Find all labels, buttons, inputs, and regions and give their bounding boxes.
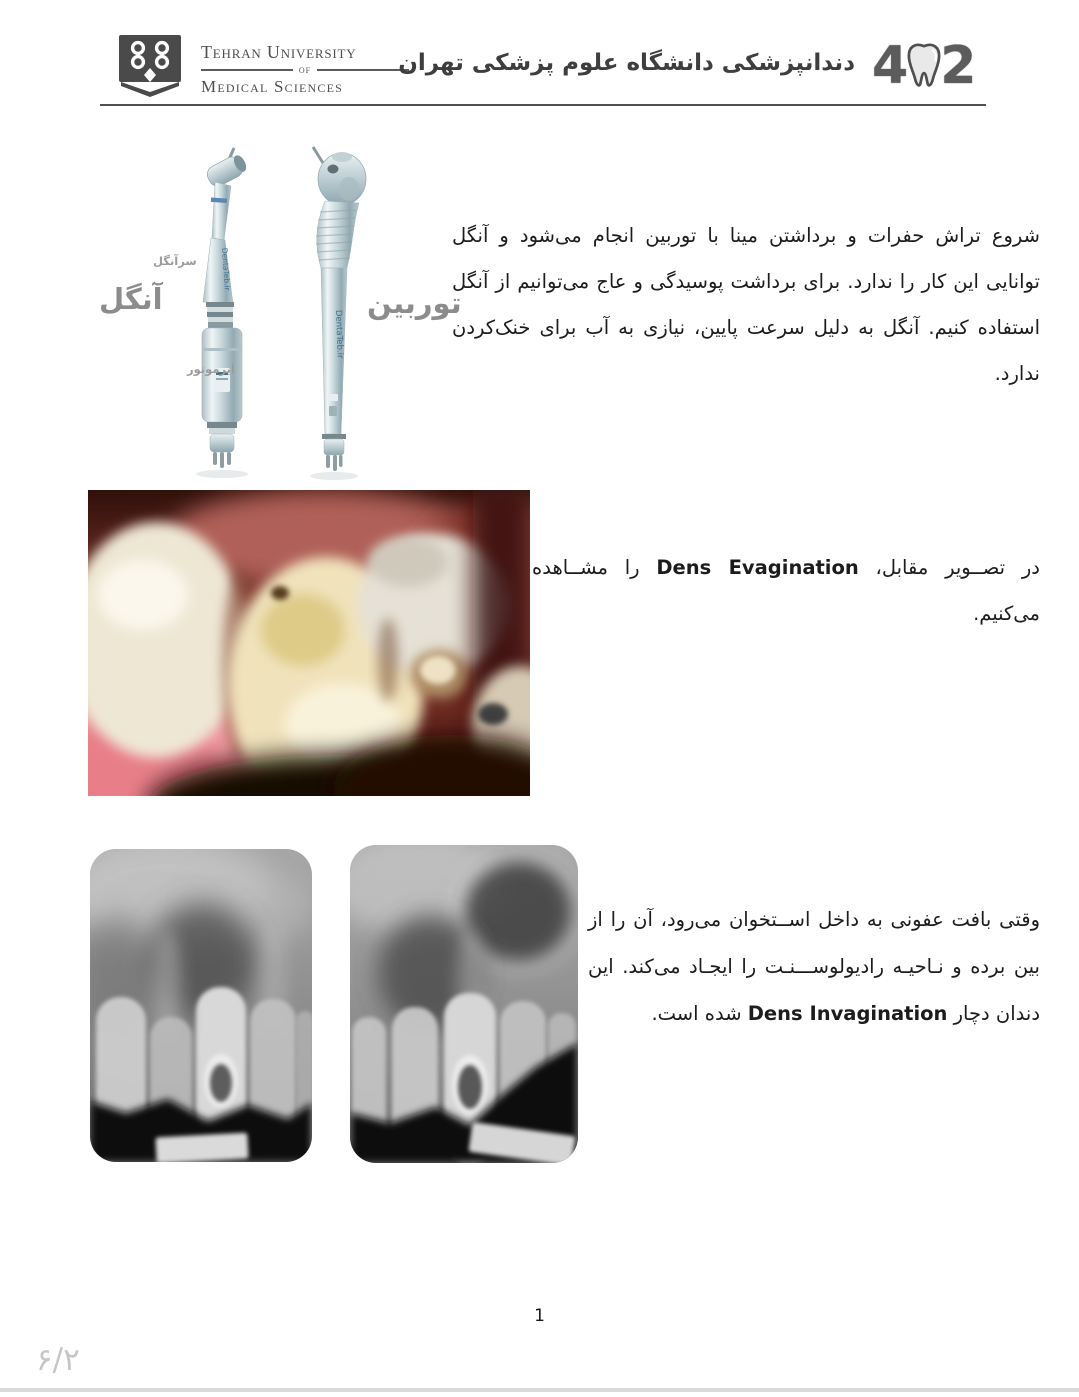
paragraph-dens-invagination xyxy=(588,896,1040,1037)
paragraph-dens-evagination xyxy=(532,545,1040,637)
figure-xrays xyxy=(90,845,578,1163)
page-number: 1 xyxy=(534,1306,545,1326)
university-name-of-row xyxy=(201,64,409,76)
university-name xyxy=(201,42,409,97)
p2-tail: را مشــاهده می‌کنیم. xyxy=(532,555,1040,625)
tums-emblem-icon xyxy=(111,34,189,100)
sheet-number: ۶/۲ xyxy=(36,1342,80,1378)
p2-term-dens-evagination: Dens Evagination xyxy=(656,555,859,579)
badge-digit-2: 2 xyxy=(940,36,977,96)
header-rule xyxy=(100,104,986,106)
of-rule-right xyxy=(317,69,409,71)
label-angle: آنگل xyxy=(99,282,163,316)
p3-lead: وقتی بافت عفونی به داخل اســتخوان می‌رود، آن را از بین برده و نـاحیـه رادیولوســـنـت را ایجـاد می‌کند. این دندان دچار xyxy=(588,907,1040,1025)
label-turbine: توربین xyxy=(367,286,462,320)
of-rule-left xyxy=(201,69,293,71)
p2-lead: در تصــویر مقابل، xyxy=(858,555,1040,579)
figure-intraoral-photo xyxy=(88,490,530,796)
course-402-badge xyxy=(872,34,976,98)
xray-right-illustration xyxy=(350,845,578,1163)
angle-handpiece-drawing xyxy=(196,148,249,478)
university-name-line2: Medical Sciences xyxy=(201,77,344,96)
label-air-motor: ایرموتور xyxy=(187,362,235,376)
figure-handpieces xyxy=(95,142,462,482)
brand-text-angle: DentaTeb.ir xyxy=(220,247,232,291)
xray-image-right xyxy=(350,845,578,1163)
university-name-line1: Tehran University xyxy=(201,42,357,62)
university-name-of: of xyxy=(298,64,312,76)
footer-rule xyxy=(0,1388,1079,1392)
turbine-handpiece-drawing xyxy=(310,147,366,480)
paragraph-turbine-angle: شروع تراش حفرات و برداشتن مینا با توربین انجام می‌شود و آنگل توانایی این کار را ندارد. برای برداشت پوسیدگی و عاج می‌توانیم از آنگل استفاده کنیم. آنگل به دلیل سرعت پایین، نیازی به آب برای خنک‌کردن ندارد. xyxy=(452,223,1040,385)
label-head-angle: سرآنگل xyxy=(153,254,197,268)
p3-tail: شده است. xyxy=(651,1001,748,1025)
tooth-icon xyxy=(905,42,943,90)
badge-digit-4: 4 xyxy=(872,36,909,96)
xray-left-illustration xyxy=(90,849,312,1162)
persian-course-title: دندانپزشکی دانشگاه علوم پزشکی تهران xyxy=(398,50,855,76)
xray-image-left xyxy=(90,849,312,1162)
p3-term-dens-invagination: Dens Invagination xyxy=(747,1001,948,1025)
brand-text-turbine: DentaTeb.ir xyxy=(333,309,345,359)
intraoral-photo-illustration xyxy=(88,490,530,796)
